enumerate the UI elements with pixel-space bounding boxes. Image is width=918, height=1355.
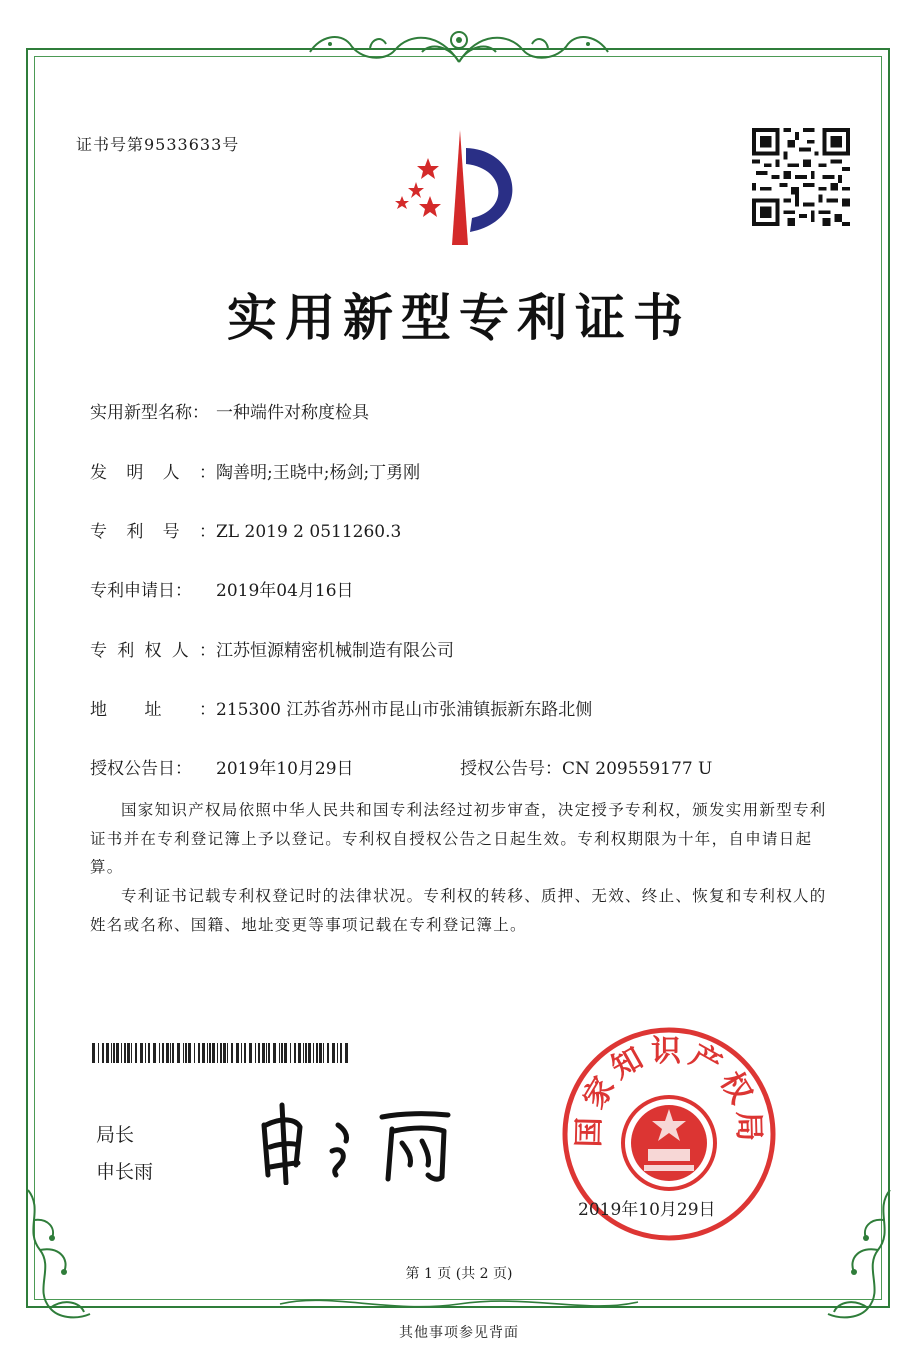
- statement-paragraph-2: 专利证书记载专利权登记时的法律状况。专利权的转移、质押、无效、终止、恢复和专利权人的姓名或名称、国籍、地址变更等事项记载在专利登记簿上。: [90, 887, 827, 934]
- field-grant-date: [90, 754, 354, 779]
- field-value: 2019年10月29日: [216, 759, 354, 779]
- cnipa-logo-icon: [382, 120, 532, 260]
- bottom-left-ornament: [14, 1180, 104, 1330]
- field-label: 专 利 权 人 ：: [90, 641, 216, 661]
- seal-text: 国家知识产权局: [571, 1034, 767, 1148]
- director-signature: [252, 1095, 472, 1185]
- field-value: CN 209559177 U: [562, 759, 713, 779]
- field-patent-number: [90, 517, 401, 542]
- field-label: 授权公告日：: [90, 759, 192, 779]
- field-patentee: [90, 636, 454, 661]
- field-label: 专 利 号 ：: [90, 522, 216, 542]
- field-value: ZL 2019 2 0511260.3: [216, 522, 402, 542]
- barcode-icon: [92, 1043, 352, 1063]
- field-utility-model-name: [90, 398, 369, 423]
- field-grant-number: [460, 754, 712, 779]
- field-value: 江苏恒源精密机械制造有限公司: [216, 641, 454, 661]
- field-value: 2019年04月16日: [216, 581, 354, 601]
- seal-date: 2019年10月29日: [578, 1200, 716, 1220]
- qr-code-icon: [752, 128, 850, 226]
- field-label: 授权公告号：: [460, 759, 562, 779]
- top-ornament: [300, 22, 618, 72]
- footer-note: 其他事项参见背面: [399, 1325, 519, 1341]
- statement-paragraph-1: 国家知识产权局依照中华人民共和国专利法经过初步审查，决定授予专利权，颁发实用新型专利证书并在专利登记簿上予以登记。专利权自授权公告之日起生效。专利权期限为十年，自申请日起算。: [90, 801, 827, 876]
- bottom-center-ornament: [270, 1290, 648, 1316]
- certificate-number: 证书号第9533633号: [76, 135, 240, 154]
- field-inventors: [90, 458, 420, 483]
- field-label: 发 明 人 ：: [90, 463, 216, 483]
- field-value: 陶善明;王晓中;杨剑;丁勇刚: [216, 463, 421, 483]
- field-label: 地 址 ：: [90, 700, 216, 720]
- field-label: 专利申请日：: [90, 581, 192, 601]
- field-address: [90, 695, 592, 720]
- field-filing-date: [90, 576, 354, 601]
- director-title: 局长: [96, 1124, 135, 1146]
- field-label: 实用新型名称：: [90, 403, 209, 423]
- field-value: 一种端件对称度检具: [216, 403, 369, 423]
- page-title: 实用新型专利证书: [227, 288, 691, 347]
- director-name: 申长雨: [96, 1161, 154, 1183]
- page-number: 第 1 页 (共 2 页): [405, 1266, 513, 1282]
- field-value: 215300 江苏省苏州市昆山市张浦镇振新东路北侧: [216, 700, 593, 720]
- bottom-right-ornament: [814, 1180, 904, 1330]
